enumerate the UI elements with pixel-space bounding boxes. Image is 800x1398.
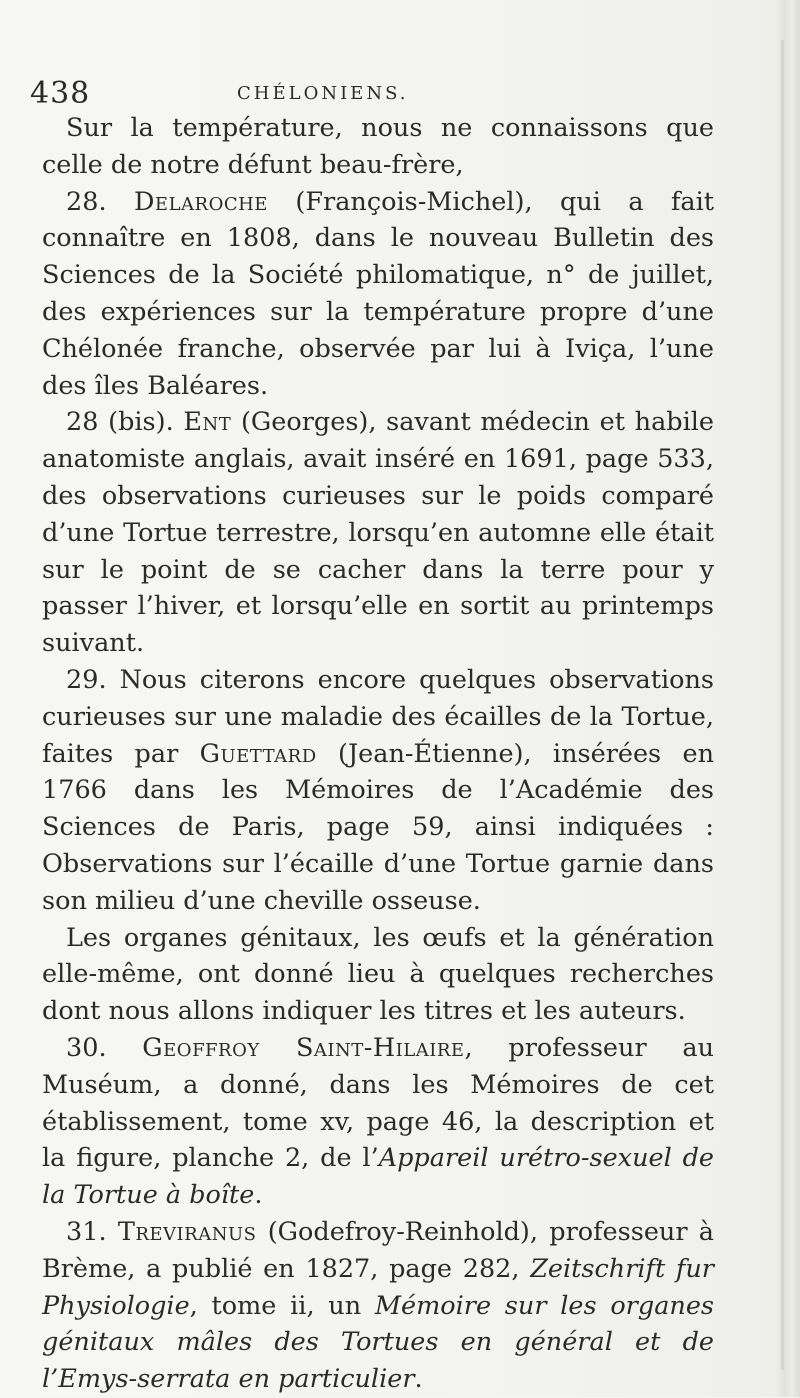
author-name: Treviranus (117, 1216, 257, 1247)
author-name: Geoffroy Saint-Hilaire (142, 1032, 465, 1063)
paragraph-28 (42, 184, 714, 405)
text-run: 30. (66, 1032, 143, 1063)
text-run: (Godefroy-Reinhold), professeur à Brème, a publié en 1827, page 282, (42, 1216, 714, 1284)
italic-title: Zeitschrift fur Physiologie (42, 1253, 714, 1321)
text-run: Les organes génitaux, les œufs et la génération elle-même, ont donné lieu à quelques recherches dont nous allons indiquer les titres et les auteurs. (42, 922, 714, 1027)
paragraph-29 (42, 662, 714, 920)
paragraph-31 (42, 1214, 714, 1398)
paragraph-organes (42, 920, 714, 1030)
page-number: 438 (30, 76, 91, 111)
page-edge (774, 0, 800, 1397)
text-run: 28 (bis). (66, 407, 184, 438)
text-run: 28. (66, 186, 134, 217)
text-run: (François-Michel), qui a fait connaître en 1808, dans le nouveau Bulletin des Sciences de la Société philomatique, n° de juillet, des expériences sur la température propre d’une Chélonée franche, observée par lui à Iviça, l’une des îles Baléares. (42, 186, 714, 401)
italic-title: Appareil urétro-sexuel de la Tortue à boîte (42, 1143, 715, 1211)
author-name: Guettard (199, 738, 317, 769)
paragraph-intro (42, 110, 714, 184)
text-run: . (414, 1364, 423, 1395)
text-run: , professeur au Muséum, a donné, dans les Mémoires de cet établissement, tome xv, page 46, la description et la figure, planche 2, de l’ (42, 1032, 714, 1174)
italic-title: Mémoire sur les organes génitaux mâles des Tortues en général et de l’Emys-serrata en particulier (42, 1290, 714, 1395)
body-text (42, 110, 714, 1398)
author-name: Delaroche (133, 186, 268, 217)
author-name: Ent (183, 407, 232, 438)
text-run: 31. (66, 1216, 118, 1247)
text-run: (Georges), savant médecin et habile anatomiste anglais, avait inséré en 1691, page 533, des observations curieuses sur le poids comparé d’une Tortue terrestre, lorsqu’en automne elle était sur le point de se cacher dans la terre pour y passer l’hiver, et lorsqu’elle en sortit au printemps suivant. (42, 407, 714, 659)
text-run: 29. Nous citerons encore quelques observations curieuses sur une maladie des écailles de la Tortue, faites par (42, 664, 714, 769)
paragraph-28bis (42, 404, 714, 662)
text-run: (Jean-Étienne), insérées en 1766 dans les Mémoires de l’Académie des Sciences de Paris, page 59, ainsi indiquées : Observations sur l’écaille d’une Tortue garnie dans son milieu d’une cheville osseuse. (42, 738, 714, 916)
text-run: , tome ii, un (189, 1290, 375, 1321)
running-head: CHÉLONIENS. (237, 83, 409, 104)
text-run: . (254, 1180, 263, 1211)
page-edge-shadow (781, 40, 784, 1370)
paragraph-30 (42, 1030, 714, 1214)
text-run: Sur la température, nous ne connaissons que celle de notre défunt beau-frère, (42, 113, 714, 180)
